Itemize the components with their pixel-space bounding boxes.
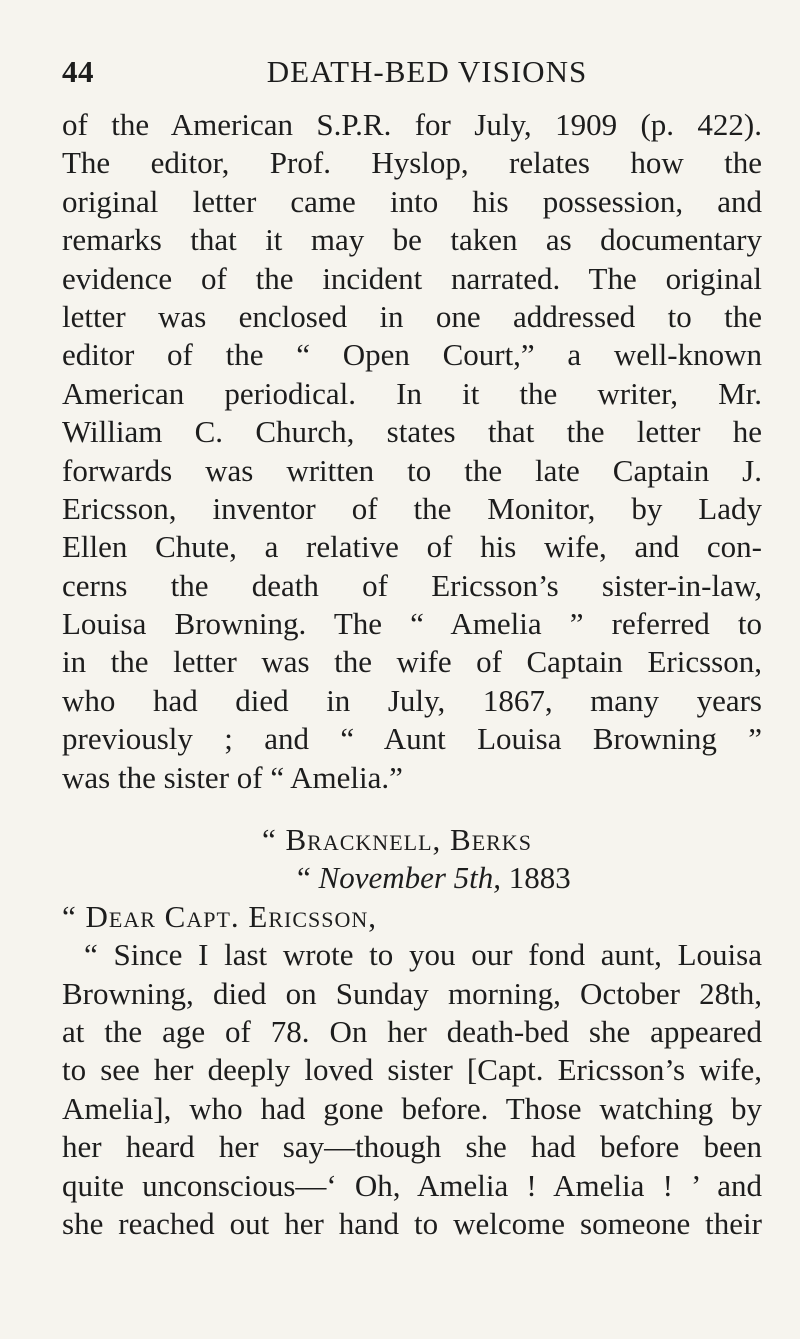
- book-page: [62, 44, 762, 1243]
- page-header: [62, 44, 762, 106]
- text-line: in the letter was the wife of Captain Ericsson,: [62, 644, 762, 680]
- text-line: forwards was written to the late Captain J.: [62, 452, 762, 488]
- text-line: letter was enclosed in one addressed to the: [62, 298, 762, 334]
- letter-line: Browning, died on Sunday morning, October 28th,: [62, 975, 762, 1011]
- text-line: editor of the “ Open Court,” a well-known: [62, 337, 762, 373]
- text-line: Ellen Chute, a relative of his wife, and con-: [62, 529, 762, 565]
- text-line: William C. Church, states that the letter he: [62, 414, 762, 450]
- text-line: The editor, Prof. Hyslop, relates how the: [62, 145, 762, 181]
- text-line: of the American S.P.R. for July, 1909 (p. 422).: [62, 107, 762, 142]
- page-number: 44: [62, 54, 94, 89]
- text-line: original letter came into his possession, and: [62, 183, 762, 219]
- letter-line: at the age of 78. On her death-bed she appeared: [62, 1013, 762, 1049]
- letter-date: [62, 859, 762, 897]
- body-paragraph: [62, 106, 762, 797]
- letter-line: quite unconscious—‘ Oh, Amelia ! Amelia ! ’ and: [62, 1167, 762, 1203]
- text-line: who had died in July, 1867, many years: [62, 682, 762, 718]
- text-line: cerns the death of Ericsson’s sister-in-law,: [62, 567, 762, 603]
- text-line: previously ; and “ Aunt Louisa Browning ”: [62, 721, 762, 757]
- text-line: remarks that it may be taken as documentary: [62, 222, 762, 258]
- letter-salutation: “ Dear Capt. Ericsson,: [62, 898, 377, 934]
- running-title: DEATH-BED VISIONS: [266, 54, 588, 89]
- letter-date-prefix: “: [297, 860, 319, 896]
- text-line: American periodical. In it the writer, Mr.: [62, 375, 762, 411]
- letter-line: she reached out her hand to welcome someone their: [62, 1205, 762, 1241]
- text-line: was the sister of “ Amelia.”: [62, 759, 403, 795]
- letter-line: “ Since I last wrote to you our fond aunt, Louisa: [84, 937, 762, 973]
- text-line: Louisa Browning. The “ Amelia ” referred to: [62, 606, 762, 642]
- letter-place: “ Bracknell, Berks: [262, 822, 532, 858]
- quoted-letter: [62, 821, 762, 1243]
- letter-date-month: November 5th,: [318, 860, 502, 896]
- letter-line: Amelia], who had gone before. Those watching by: [62, 1090, 762, 1126]
- text-line: evidence of the incident narrated. The original: [62, 260, 762, 296]
- letter-line: her heard her say—though she had before been: [62, 1129, 762, 1165]
- text-line: Ericsson, inventor of the Monitor, by Lady: [62, 490, 762, 526]
- letter-date-year: 1883: [501, 860, 571, 896]
- letter-line: to see her deeply loved sister [Capt. Ericsson’s wife,: [62, 1052, 762, 1088]
